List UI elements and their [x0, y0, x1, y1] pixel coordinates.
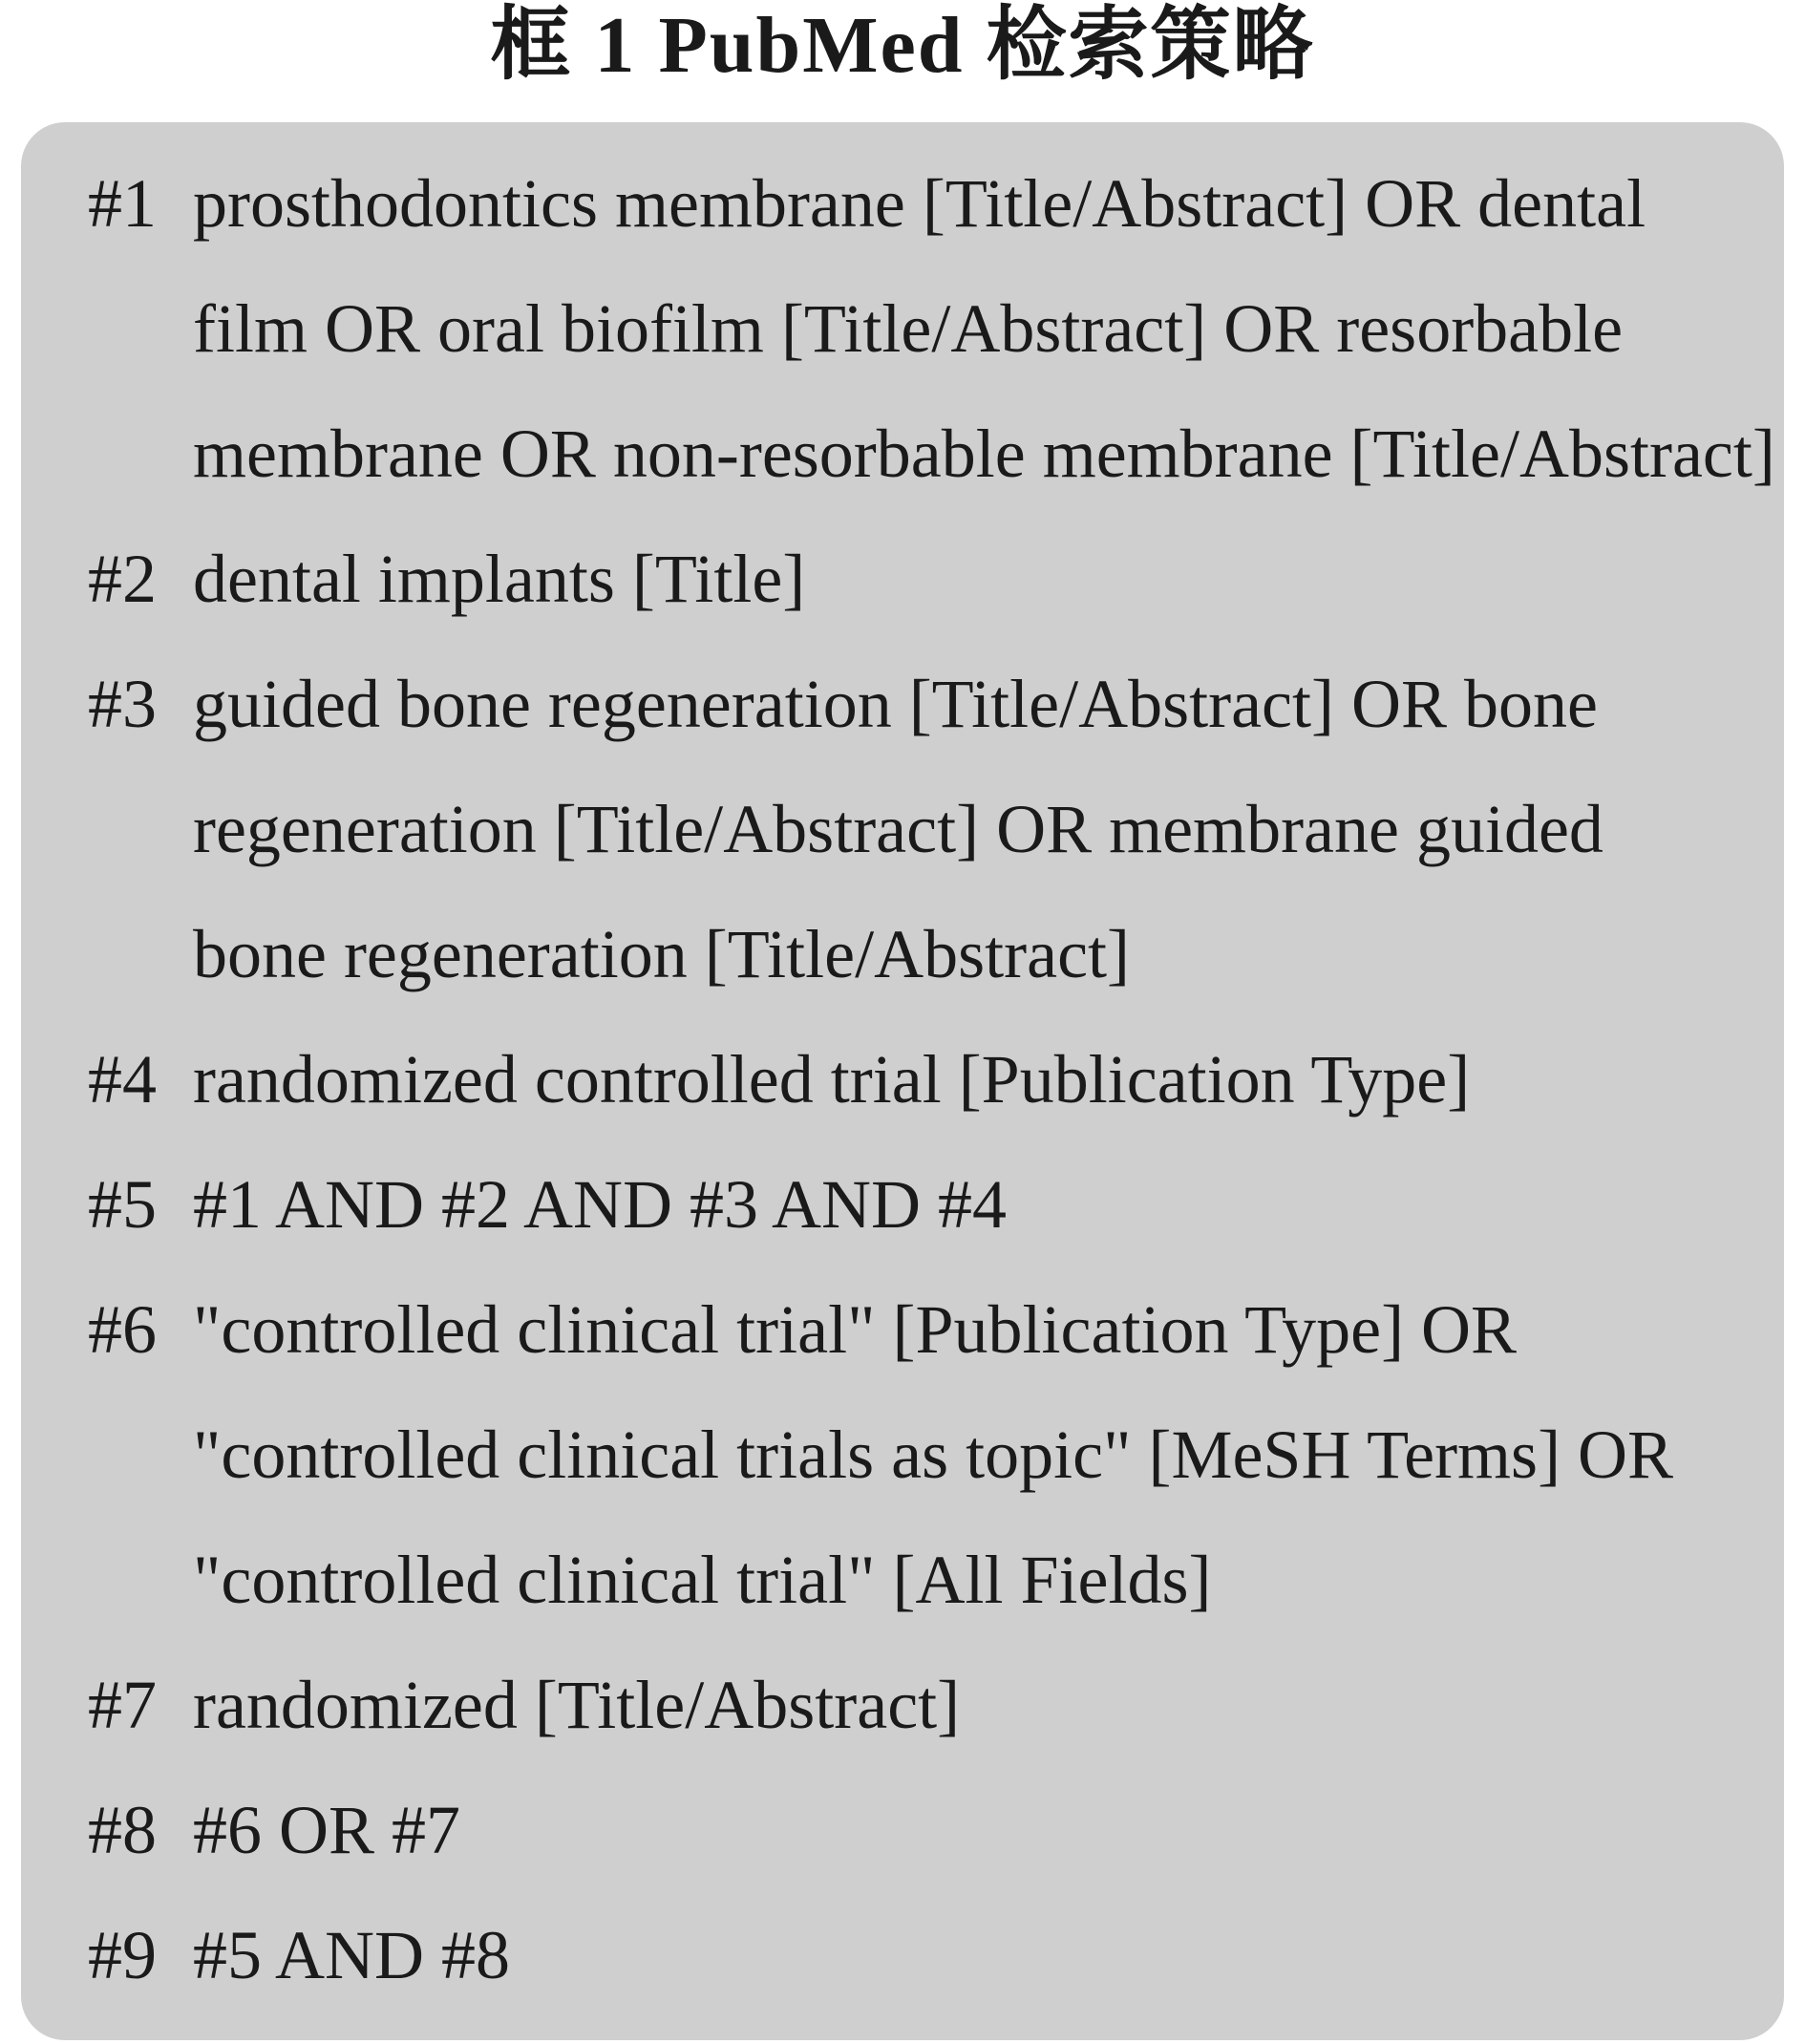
search-query-line: membrane OR non-resorbable membrane [Title/Abstract]	[193, 415, 1775, 492]
search-step-number: #4	[88, 1041, 157, 1118]
search-step-row	[88, 1768, 1740, 1893]
search-step-number: #9	[88, 1917, 157, 1993]
search-query-line: randomized controlled trial [Publication Type]	[193, 1041, 1471, 1118]
search-step-query	[193, 1142, 1740, 1267]
search-query-line: film OR oral biofilm [Title/Abstract] OR resorbable	[193, 290, 1624, 367]
search-query-line: randomized [Title/Abstract]	[193, 1667, 961, 1743]
search-step-query	[193, 1017, 1740, 1142]
search-step-row	[88, 1142, 1740, 1267]
search-step-query	[193, 642, 1740, 1017]
search-step-row	[88, 1267, 1740, 1643]
search-query-line: regeneration [Title/Abstract] OR membrane guided	[193, 791, 1603, 867]
search-step-number: #2	[88, 541, 157, 617]
search-step-query	[193, 1893, 1740, 2018]
search-query-line: #1 AND #2 AND #3 AND #4	[193, 1166, 1008, 1243]
search-step-row	[88, 1643, 1740, 1768]
search-step-query	[193, 1643, 1740, 1768]
search-step-number: #1	[88, 165, 157, 242]
search-query-line: dental implants [Title]	[193, 541, 806, 617]
search-step-row	[88, 642, 1740, 1017]
search-query-line: "controlled clinical trials as topic" [MeSH Terms] OR	[193, 1416, 1674, 1493]
search-query-line: "controlled clinical trial" [All Fields]	[193, 1542, 1212, 1618]
search-step-query	[193, 1768, 1740, 1893]
search-query-line: prosthodontics membrane [Title/Abstract] OR dental	[193, 165, 1646, 242]
search-step-number: #3	[88, 666, 157, 742]
search-step-number: #8	[88, 1792, 157, 1868]
search-step-row	[88, 1017, 1740, 1142]
search-step-number: #7	[88, 1667, 157, 1743]
search-query-line: guided bone regeneration [Title/Abstract] OR bone	[193, 666, 1598, 742]
search-step-number: #5	[88, 1166, 157, 1243]
box-title: 框 1 PubMed 检索策略	[490, 1, 1315, 90]
search-query-line: "controlled clinical trial" [Publication Type] OR	[193, 1291, 1518, 1368]
search-query-line: #5 AND #8	[193, 1917, 511, 1993]
search-strategy-list	[88, 141, 1775, 2018]
search-step-query	[193, 1267, 1740, 1643]
search-step-row	[88, 517, 1740, 642]
search-query-line: #6 OR #7	[193, 1792, 461, 1868]
search-step-row	[88, 141, 1775, 517]
search-step-query	[193, 517, 1740, 642]
search-step-number: #6	[88, 1291, 157, 1368]
search-step-row	[88, 1893, 1740, 2018]
search-step-query	[193, 141, 1775, 517]
search-query-line: bone regeneration [Title/Abstract]	[193, 916, 1131, 992]
